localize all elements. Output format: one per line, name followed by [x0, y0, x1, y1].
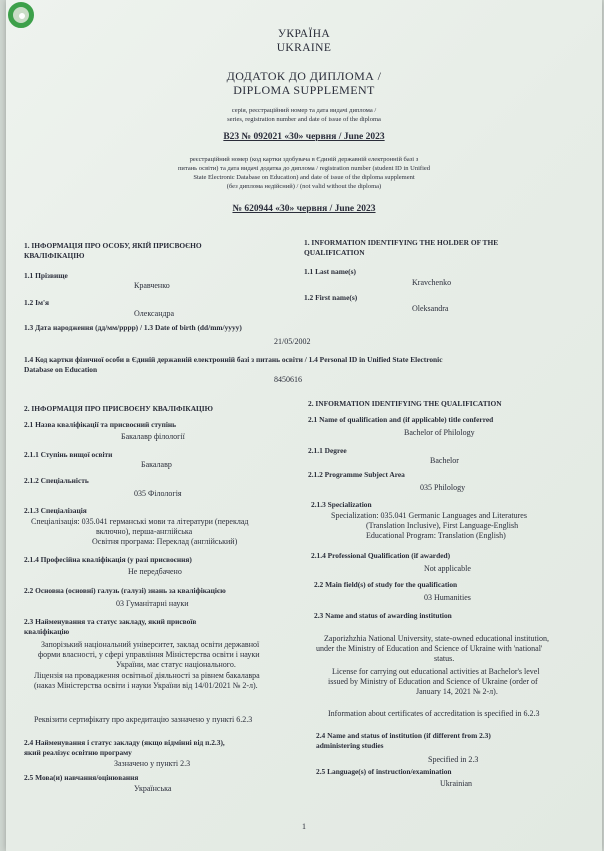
- id-label-1: 1.4 Код картки фізичної особи в Єдиній державній електронній базі з питань освіти / 1.4 Personal ID in Unified State Electronic: [24, 355, 443, 364]
- q21-uk-label: 2.1 Назва кваліфікації та присвоєний ступінь: [24, 420, 177, 429]
- section2-title-en: 2. INFORMATION IDENTIFYING THE QUALIFICATION: [308, 399, 502, 408]
- first-name-en-label: 1.2 First name(s): [304, 293, 358, 302]
- q23-uk-1: Запорізький національний університет, заклад освіти державної: [41, 640, 260, 649]
- q23-en-2: under the Ministry of Education and Science of Ukraine with 'national': [316, 644, 543, 653]
- page-number: 1: [302, 822, 306, 831]
- section1-title-en-2: QUALIFICATION: [304, 248, 365, 257]
- q23-en-label: 2.3 Name and status of awarding institution: [314, 611, 452, 620]
- q24-en-label-2: administering studies: [316, 741, 384, 750]
- binder-ring-icon: [8, 2, 34, 28]
- q22-en: 03 Humanities: [424, 593, 471, 602]
- q214-en: Not applicable: [424, 564, 471, 573]
- id-label-2: Database on Education: [24, 365, 98, 374]
- q23-en-4: License for carrying out educational activities at Bachelor's level: [332, 667, 540, 676]
- q212-uk-label: 2.1.2 Спеціальність: [24, 476, 89, 485]
- q23-uk-4: Ліцензія на провадження освітньої діяльності за рівнем бакалавра: [34, 671, 260, 680]
- q22-en-label: 2.2 Main field(s) of study for the qualification: [314, 580, 458, 589]
- section2-title-uk: 2. ІНФОРМАЦІЯ ПРО ПРИСВОЄНУ КВАЛІФІКАЦІЮ: [24, 404, 213, 413]
- q24-en-label-1: 2.4 Name and status of institution (if different from 2.3): [316, 731, 491, 740]
- first-name-uk-label: 1.2 Ім'я: [24, 298, 50, 307]
- q213-en-3: Educational Program: Translation (English): [366, 531, 506, 540]
- accred-uk: Реквізити сертифікату про акредитацію зазначено у пункті 6.2.3: [34, 715, 253, 724]
- last-name-en: Kravchenko: [412, 278, 452, 287]
- q213-uk-label: 2.1.3 Спеціалізація: [24, 506, 87, 515]
- q212-en: 035 Philology: [420, 483, 466, 492]
- q21-en-label: 2.1 Name of qualification and (if applicable) title conferred: [308, 415, 494, 424]
- q23-en-6: January 14, 2021 № 2-л).: [416, 687, 498, 696]
- q25-uk: Українська: [134, 784, 172, 793]
- q25-uk-label: 2.5 Мова(и) навчання/оцінювання: [24, 773, 139, 782]
- q211-uk-label: 2.1.1 Ступінь вищої освіти: [24, 450, 113, 459]
- q213-en-2: (Translation Inclusive), First Language-English: [366, 521, 519, 530]
- q22-uk-label: 2.2 Основна (основні) галузь (галузі) знань за кваліфікацією: [24, 586, 226, 595]
- q24-uk: Зазначено у пункті 2.3: [114, 759, 191, 768]
- q23-uk-5: (наказ Міністерства освіти і науки України від 14/01/2021 № 2-л).: [34, 681, 258, 690]
- last-name-uk-label: 1.1 Прізвище: [24, 271, 68, 280]
- section1-title-uk-2: КВАЛІФІКАЦІЮ: [24, 251, 85, 260]
- q213-uk-1: Спеціалізація: 035.041 германські мови та літератури (переклад: [31, 517, 249, 526]
- q24-uk-label-1: 2.4 Найменування і статус закладу (якщо відмінні від п.2.3),: [24, 738, 225, 747]
- q212-uk: 035 Філологія: [134, 489, 182, 498]
- section1-title-en-1: 1. INFORMATION IDENTIFYING THE HOLDER OF THE: [304, 238, 499, 247]
- diploma-number: В23 № 092021 «30» червня / June 2023: [223, 132, 385, 142]
- q213-uk-3: Освітня програма: Переклад (англійський): [92, 537, 238, 546]
- series-caption-1: серія, реєстраційний номер та дата видачі диплома /: [231, 107, 377, 114]
- q23-en-3: status.: [434, 654, 455, 663]
- title-uk: ДОДАТОК ДО ДИПЛОМА /: [226, 69, 382, 83]
- last-name-en-label: 1.1 Last name(s): [304, 267, 356, 276]
- q214-uk-label: 2.1.4 Професійна кваліфікація (у разі присвоєння): [24, 555, 192, 564]
- q21-uk: Бакалавр філології: [121, 432, 185, 441]
- q25-en-label: 2.5 Language(s) of instruction/examination: [316, 767, 452, 776]
- q211-en: Bachelor: [430, 456, 459, 465]
- q23-en-5: issued by Ministry of Education and Science of Ukraine (order of: [328, 677, 538, 686]
- diploma-supplement-page: [6, 0, 602, 851]
- accred-en: Information about certificates of accreditation is specified in 6.2.3: [328, 709, 540, 718]
- id-value: 8450616: [274, 375, 302, 384]
- q24-uk-label-2: який реалізує освітню програму: [24, 748, 132, 757]
- q211-en-label: 2.1.1 Degree: [308, 446, 347, 455]
- q23-uk-label-2: кваліфікацію: [24, 627, 70, 636]
- country-uk: УКРАЇНА: [277, 28, 331, 40]
- q21-en: Bachelor of Philology: [404, 428, 475, 437]
- supplement-number: № 620944 «30» червня / June 2023: [232, 204, 376, 214]
- q214-en-label: 2.1.4 Professional Qualification (if awarded): [311, 551, 451, 560]
- dob-value: 21/05/2002: [274, 337, 311, 346]
- q213-en-1: Specialization: 035.041 Germanic Languages and Literatures: [331, 511, 527, 520]
- q214-uk: Не передбачено: [128, 567, 182, 576]
- reg-caption-4: (без диплома недійсний) / (not valid without the diploma): [226, 183, 382, 190]
- q25-en: Ukrainian: [440, 779, 472, 788]
- q213-en-label: 2.1.3 Specialization: [311, 500, 372, 509]
- q23-uk-3: України, має статус національного.: [116, 660, 236, 669]
- country-en: UKRAINE: [276, 42, 332, 54]
- first-name-en: Oleksandra: [412, 304, 449, 313]
- last-name-uk: Кравченко: [134, 281, 170, 290]
- q23-en-1: Zaporizhzhia National University, state-owned educational institution,: [324, 634, 549, 643]
- q211-uk: Бакалавр: [141, 460, 172, 469]
- q24-en: Specified in 2.3: [428, 755, 479, 764]
- reg-caption-2: питань освіти) та дата видачі додатка до диплома / registration number (student ID in Unified: [177, 165, 431, 172]
- q212-en-label: 2.1.2 Programme Subject Area: [308, 470, 405, 479]
- q22-uk: 03 Гуманітарні науки: [116, 599, 189, 608]
- q23-uk-2: форми власності, у сфері управління Міністерства освіти і науки: [38, 650, 260, 659]
- reg-caption-3: State Electronic Database on Education) and date of issue of the diploma supplement: [193, 174, 415, 181]
- reg-caption-1: реєстраційний номер (код картки здобувача в Єдиній державній електронній базі з: [189, 156, 419, 163]
- first-name-uk: Олександра: [134, 309, 175, 318]
- q213-uk-2: включно), перша-англійська: [96, 527, 193, 536]
- dob-label: 1.3 Дата народження (дд/мм/рррр) / 1.3 Date of birth (dd/mm/yyyy): [24, 323, 242, 332]
- series-caption-2: series, registration number and date of issue of the diploma: [227, 116, 381, 123]
- q23-uk-label-1: 2.3 Найменування та статус закладу, який присвоїв: [24, 617, 197, 626]
- section1-title-uk-1: 1. ІНФОРМАЦІЯ ПРО ОСОБУ, ЯКІЙ ПРИСВОЄНО: [24, 241, 202, 250]
- title-en: DIPLOMA SUPPLEMENT: [233, 83, 375, 97]
